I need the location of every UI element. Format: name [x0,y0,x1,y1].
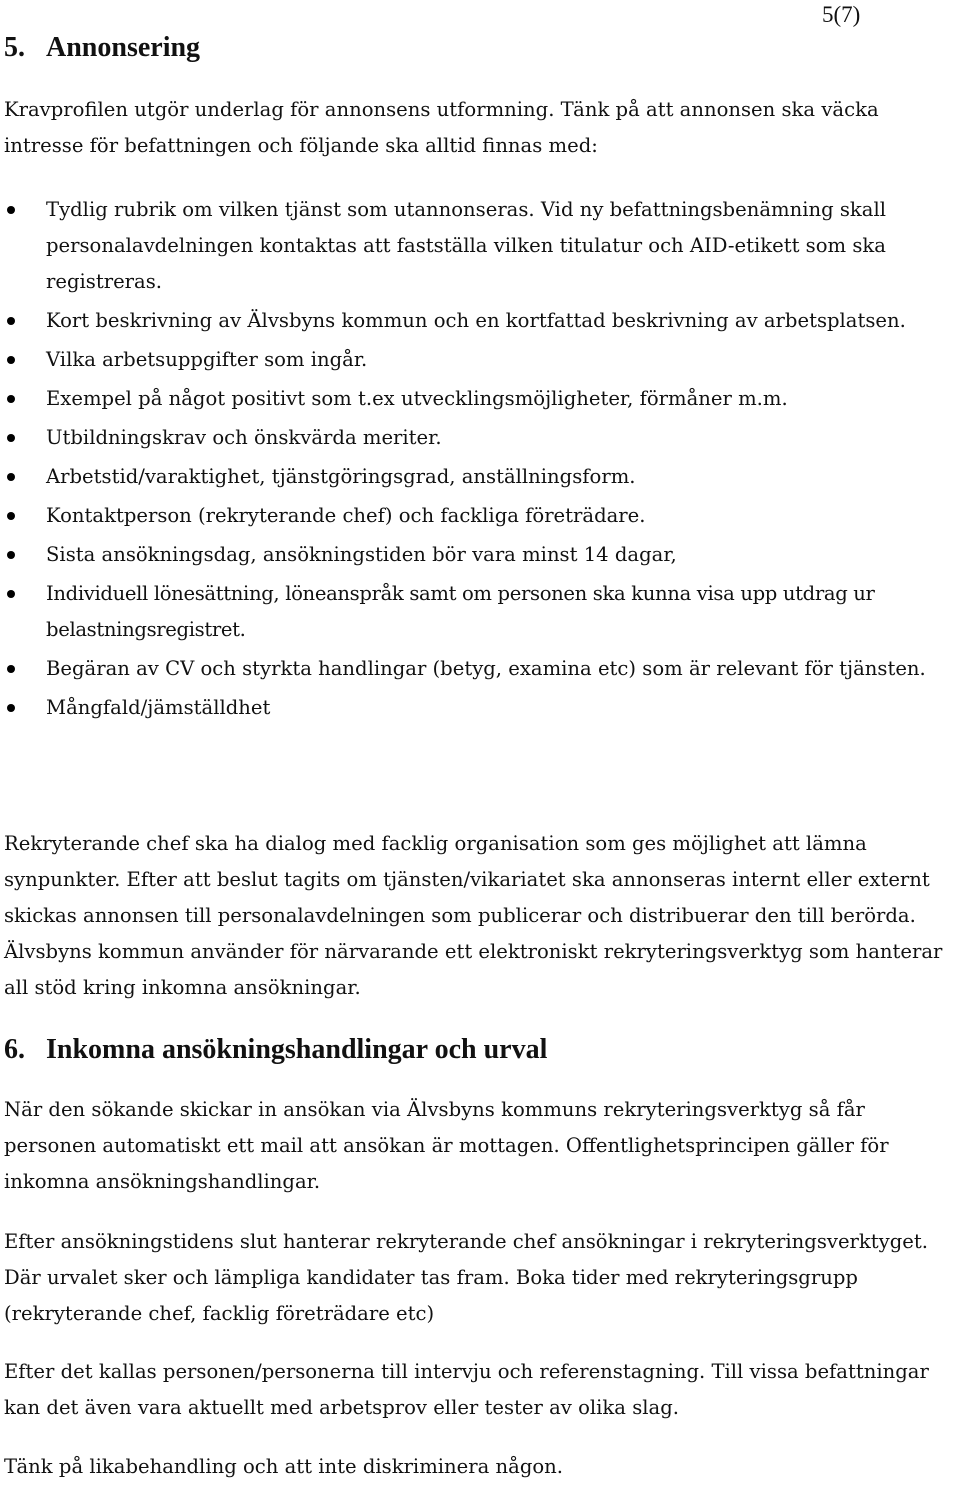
list-item-text: Exempel på något positivt som t.ex utvecklingsmöjligheter, förmåner m.m. [46,387,788,410]
section-6-paragraph: När den sökande skickar in ansökan via Älvsbyns kommuns rekryteringsverktyg så får personen automatiskt ett mail att ansökan är mottagen. Offentlighetsprincipen gäller för inkomna ansökningshandlingar. [4,1098,889,1193]
list-item [0,303,960,339]
bullet-icon [7,395,15,403]
page-number: 5(7) [822,2,861,27]
section-6-paragraph: Tänk på likabehandling och att inte diskriminera någon. [4,1455,564,1478]
list-item-text: Vilka arbetsuppgifter som ingår. [46,348,368,371]
section-6-number: 6. [4,1034,25,1065]
section-5-closing: Rekryterande chef ska ha dialog med facklig organisation som ges möjlighet att lämna synpunkter. Efter att beslut tagits om tjänsten/vikariatet ska annonseras internt eller externt skickas annonsen till personalavdelningen som publicerar och distribuerar den till berörda. Älvsbyns kommun använder för närvarande ett elektroniskt rekryteringsverktyg som hanterar all stöd kring inkomna ansökningar. [4,832,943,999]
list-item-text: Begäran av CV och styrkta handlingar (betyg, examina etc) som är relevant för tjänsten. [46,657,926,680]
list-item-text: Kontaktperson (rekryterande chef) och fackliga företrädare. [46,504,646,527]
requirements-list [0,192,960,729]
bullet-icon [7,704,15,712]
section-6-paragraph: Efter ansökningstidens slut hanterar rekryterande chef ansökningar i rekryteringsverktyget. Där urvalet sker och lämpliga kandidater tas fram. Boka tider med rekryteringsgrupp (rekryterande chef, facklig företrädare etc) [4,1230,928,1325]
list-item [0,690,960,726]
list-item-text: Arbetstid/varaktighet, tjänstgöringsgrad, anställningsform. [46,465,636,488]
list-item-text: Mångfald/jämställdhet [46,696,271,719]
bullet-icon [7,551,15,559]
list-item-text: Utbildningskrav och önskvärda meriter. [46,426,442,449]
list-item-text: Tydlig rubrik om vilken tjänst som utannonseras. Vid ny befattningsbenämning skall personalavdelningen kontaktas att fastställa vilken titulatur och AID-etikett som ska registreras. [46,198,886,293]
bullet-icon [7,206,15,214]
section-6-paragraph: Efter det kallas personen/personerna till intervju och referenstagning. Till vissa befattningar kan det även vara aktuellt med arbetsprov eller tester av olika slag. [4,1360,929,1419]
list-item [0,651,960,687]
bullet-icon [7,434,15,442]
list-item [0,192,960,300]
list-item-text: Kort beskrivning av Älvsbyns kommun och en kortfattad beskrivning av arbetsplatsen. [46,309,906,332]
list-item-text: Sista ansökningsdag, ansökningstiden bör vara minst 14 dagar, [46,543,677,566]
list-item [0,537,960,573]
list-item [0,420,960,456]
bullet-icon [7,665,15,673]
bullet-icon [7,512,15,520]
bullet-icon [7,317,15,325]
bullet-icon [7,473,15,481]
bullet-icon [7,590,15,598]
section-5-number: 5. [4,32,25,63]
section-6-heading [4,1034,547,1066]
bullet-icon [7,356,15,364]
list-item-text: Individuell lönesättning, löneanspråk samt om personen ska kunna visa upp utdrag ur belastningsregistret. [46,582,875,641]
section-5-intro: Kravprofilen utgör underlag för annonsens utformning. Tänk på att annonsen ska väcka intresse för befattningen och följande ska alltid finnas med: [4,98,879,157]
section-5-heading [4,32,200,64]
list-item [0,342,960,378]
list-item [0,459,960,495]
section-6-title: Inkomna ansökningshandlingar och urval [46,1034,548,1065]
list-item [0,381,960,417]
list-item [0,576,960,648]
list-item [0,498,960,534]
section-5-title: Annonsering [46,32,201,63]
